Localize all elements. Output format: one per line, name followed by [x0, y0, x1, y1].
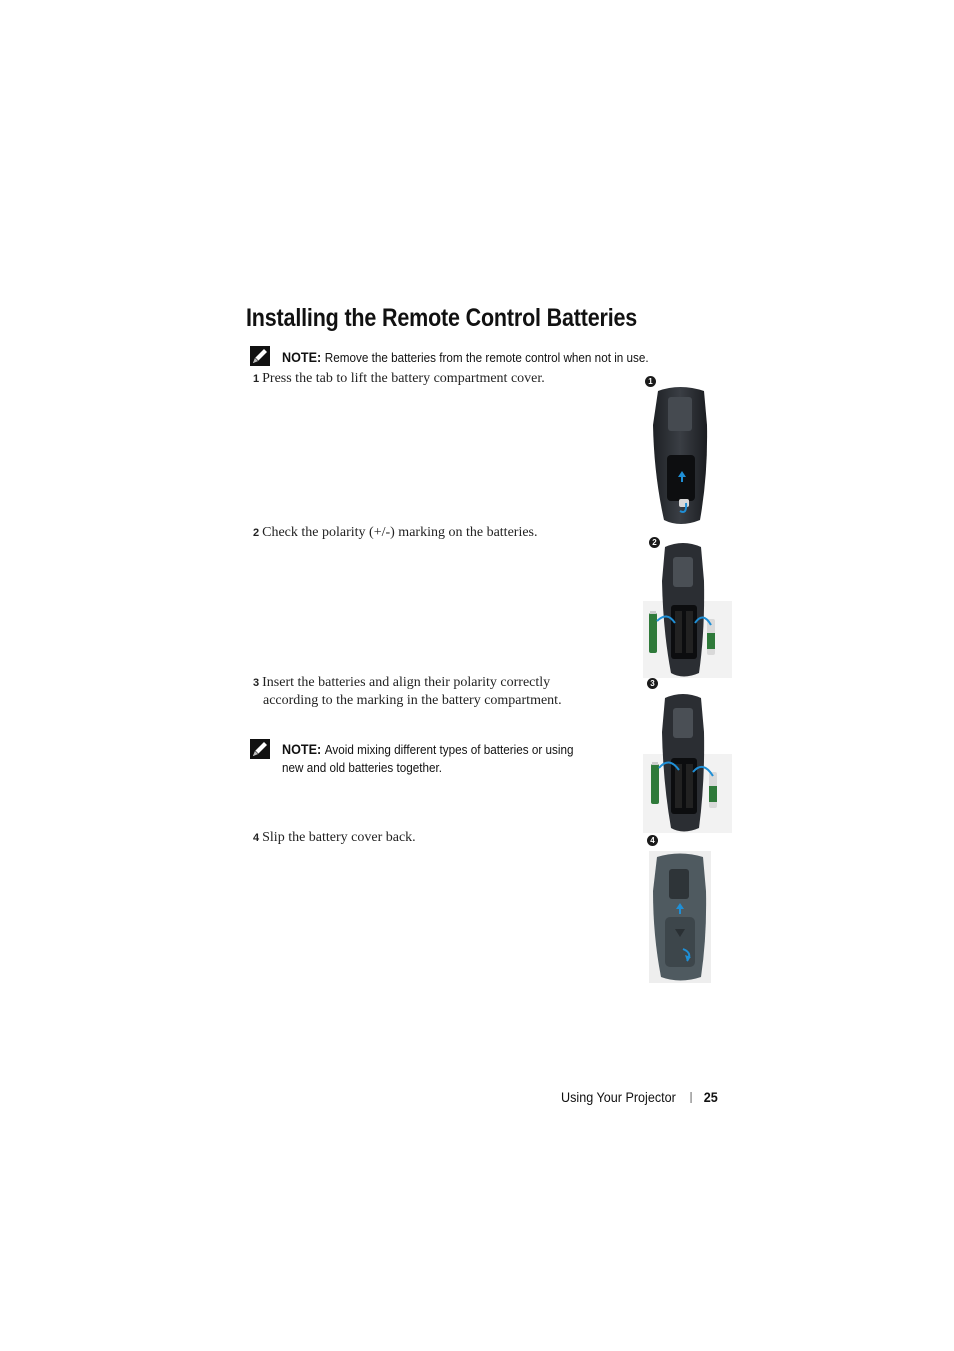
note-text: Remove the batteries from the remote control when not in use. [324, 350, 649, 365]
step-text: Check the polarity (+/-) marking on the batteries. [262, 525, 538, 540]
step-number: 4 [253, 832, 260, 844]
note-text-continued: new and old batteries together. [282, 760, 443, 775]
page-title: Installing the Remote Control Batteries [246, 304, 638, 332]
note-label: NOTE: [282, 741, 322, 757]
step-text: Slip the battery cover back. [262, 830, 416, 845]
page-number: 25 [703, 1089, 718, 1105]
note-label: NOTE: [282, 349, 322, 365]
step-badge-2: 2 [649, 537, 660, 548]
pencil-note-icon [249, 345, 271, 367]
step-text: Insert the batteries and align their polarity correctly [262, 675, 551, 690]
footer-divider [690, 1092, 691, 1103]
remote-check-polarity-image [643, 541, 732, 678]
remote-cover-closed-image [649, 851, 711, 983]
step-number: 1 [253, 373, 260, 385]
note-avoid-mixing [282, 740, 606, 777]
page-footer [561, 1089, 718, 1105]
remote-insert-batteries-image [643, 692, 732, 833]
step-4 [253, 829, 416, 847]
step-number: 2 [253, 527, 260, 539]
step-2 [253, 524, 538, 542]
step-badge-4: 4 [647, 835, 658, 846]
note-text: Avoid mixing different types of batteries or using [324, 742, 574, 757]
step-1 [253, 370, 545, 388]
footer-section-title: Using Your Projector [561, 1089, 676, 1105]
step-text-continued: according to the marking in the battery compartment. [263, 693, 562, 708]
step-number: 3 [253, 677, 260, 689]
pencil-note-icon [249, 738, 271, 760]
step-badge-3: 3 [647, 678, 658, 689]
step-badge-1: 1 [645, 376, 656, 387]
step-text: Press the tab to lift the battery compartment cover. [262, 371, 545, 386]
step-3 [253, 674, 633, 709]
remote-open-cover-image [650, 385, 710, 528]
note-remove-batteries [282, 348, 678, 367]
